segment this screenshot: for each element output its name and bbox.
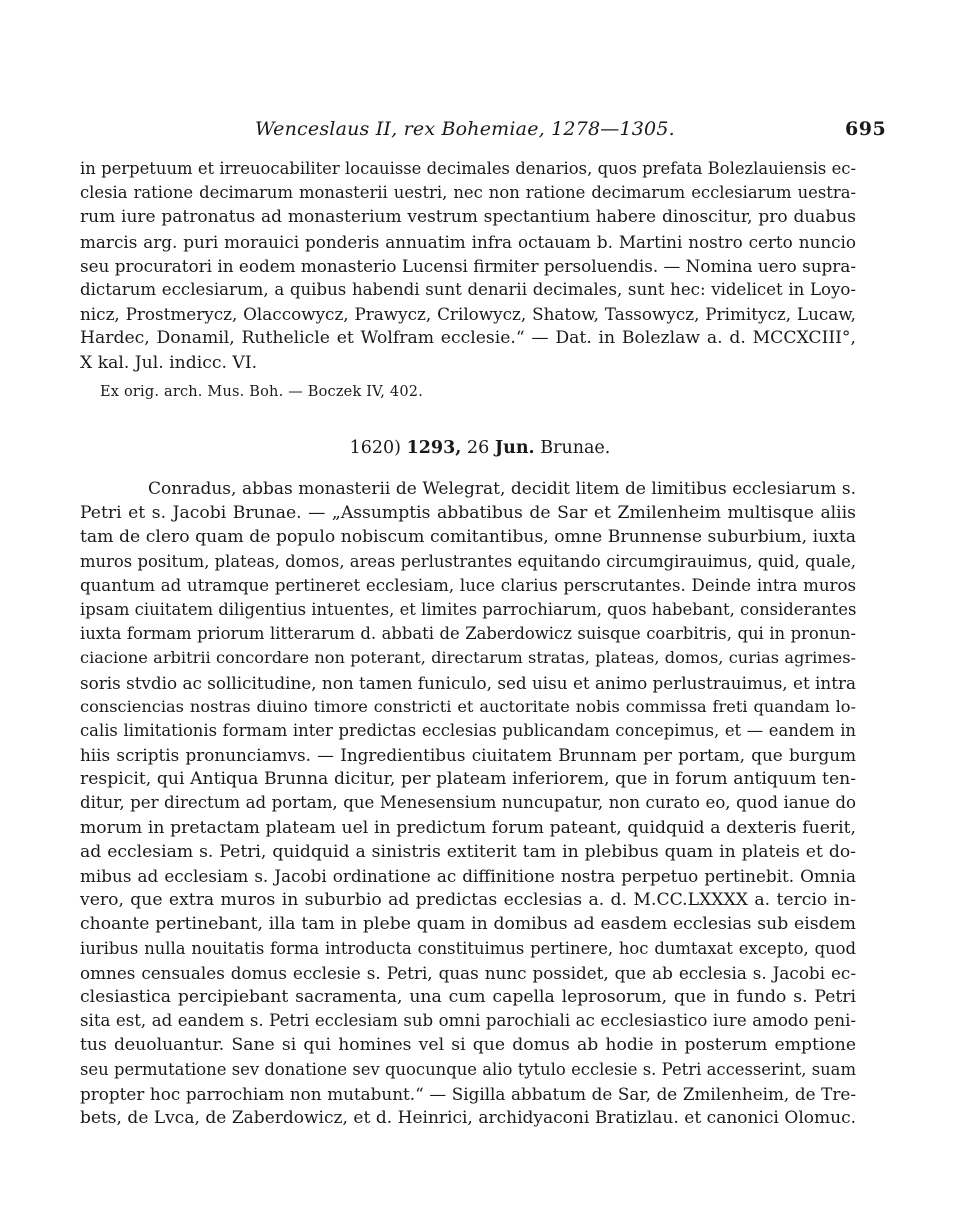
text-line: omnes censuales domus ecclesie s. Petri, quas nunc possidet, que ab ecclesia s. Jacobi ec-: [80, 962, 856, 983]
text-line: respicit, qui Antiqua Brunna dicitur, per plateam inferiorem, que in forum antiquum ten-: [80, 769, 856, 790]
text-line: ad ecclesiam s. Petri, quidquid a sinistris extiterit tam in plebibus quam in plateis et do-: [80, 841, 856, 862]
text-line: consciencias nostras diuino timore constricti et auctoritate nobis commissa freti quandam lo-: [80, 696, 856, 716]
text-line: Hardec, Donamil, Ruthelicle et Wolfram ecclesie.“ — Dat. in Bolezlaw a. d. MCCXCIII°,: [80, 328, 856, 349]
text-line: Conradus, abbas monasterii de Welegrat, decidit litem de limitibus ecclesiarum s.: [148, 479, 856, 499]
text-line: muros positum, plateas, domos, areas perlustrantes equitando circumgirauimus, quid, quale,: [80, 551, 856, 571]
text-line: iuribus nulla nouitatis forma introducta constituimus pertinere, hoc dumtaxat excepto, quod: [80, 938, 856, 958]
document-day: 26: [466, 438, 490, 458]
text-line: rum iure patronatus ad monasterium vestrum spectantium habere dinoscitur, pro duabus: [80, 207, 856, 228]
source-citation: Ex orig. arch. Mus. Boh. — Boczek IV, 402.: [100, 384, 424, 400]
text-line: hiis scriptis pronunciamvs. — Ingredientibus ciuitatem Brunnam per portam, que burgum: [80, 745, 856, 766]
text-line: choante pertinebant, illa tam in plebe quam in domibus ad easdem ecclesias sub eisdem: [80, 914, 856, 935]
text-line: clesia ratione decimarum monasterii uestri, nec non ratione decimarum ecclesiarum uestra-: [80, 183, 856, 203]
text-line: dictarum ecclesiarum, a quibus habendi sunt denarii decimales, sunt hec: videlicet in Loyo-: [80, 279, 856, 299]
document-body: [80, 477, 856, 1130]
running-title: Wenceslaus II, rex Bohemiae, 1278—1305.: [255, 118, 675, 140]
previous-document-text: [80, 157, 856, 375]
text-line: bets, de Lvca, de Zaberdowicz, et d. Heinrici, archidyaconi Bratizlau. et canonici Olomuc.: [80, 1107, 856, 1128]
text-line: tam de clero quam de populo nobiscum comitantibus, omne Brunnense suburbium, iuxta: [80, 527, 856, 548]
text-line: ipsam ciuitatem diligentius intuentes, et limites parrochiarum, quos habebant, considerantes: [80, 599, 857, 619]
text-line: vero, que extra muros in suburbio ad predictas ecclesias a. d. M.CC.LXXXX a. tercio in-: [80, 890, 856, 911]
page-number: 695: [845, 118, 887, 140]
text-line: morum in pretactam plateam uel in predictum forum pateant, quidquid a dexteris fuerit,: [80, 817, 856, 838]
text-line: ditur, per directum ad portam, que Menesensium nuncupatur, non curato eo, quod ianue do: [80, 793, 856, 813]
text-line: marcis arg. puri morauici ponderis annuatim infra octauam b. Martini nostro certo nuncio: [80, 231, 856, 252]
document-number: 1620): [349, 438, 401, 458]
text-line: nicz, Prostmerycz, Olaccowycz, Prawycz, Crilowycz, Shatow, Tassowycz, Primitycz, Lucaw,: [80, 304, 856, 325]
text-line: seu permutatione sev donatione sev quocunque alio tytulo ecclesie s. Petri accesserint, suam: [80, 1059, 856, 1079]
text-line: Petri et s. Jacobi Brunae. — „Assumptis abbatibus de Sar et Zmilenheim multisque aliis: [80, 503, 856, 524]
text-line: mibus ad ecclesiam s. Jacobi ordinatione ac diffinitione nostra perpetuo pertinebit. Omnia: [80, 866, 856, 886]
text-line: seu procuratori in eodem monasterio Lucensi firmiter persoluendis. — Nomina uero supra-: [80, 255, 856, 276]
text-line: ciacione arbitrii concordare non poterant, directarum stratas, plateas, domos, curias agrimes-: [80, 648, 856, 668]
text-line: iuxta formam priorum litterarum d. abbati de Zaberdowicz suisque coarbitris, qui in pronun-: [80, 624, 856, 644]
text-line: tus deuoluantur. Sane si qui homines vel si que domus ab hodie in posterum emptione: [80, 1035, 856, 1056]
document-year: 1293,: [406, 438, 462, 458]
text-line: X kal. Jul. indicc. VI.: [80, 352, 258, 373]
text-line: calis limitationis formam inter predictas ecclesias publicandam concepimus, et — eandem in: [80, 720, 856, 740]
text-line: in perpetuum et irreuocabiliter locauisse decimales denarios, quos prefata Bolezlauiensis ec-: [80, 159, 856, 178]
text-line: soris stvdio ac sollicitudine, non tamen funiculo, sed uisu et animo perlustrauimus, et intra: [80, 672, 856, 693]
document-place: Brunae.: [540, 438, 611, 458]
text-line: quantum ad utramque pertineret ecclesiam, luce clarius perscrutantes. Deinde intra muros: [80, 575, 856, 595]
text-line: clesiastica percipiebant sacramenta, una cum capella leprosorum, que in fundo s. Petri: [80, 986, 856, 1007]
document-heading: [0, 438, 960, 458]
text-line: sita est, ad eandem s. Petri ecclesiam sub omni parochiali ac ecclesiastico iure amodo peni-: [80, 1011, 856, 1031]
text-line: propter hoc parrochiam non mutabunt.“ — Sigilla abbatum de Sar, de Zmilenheim, de Tre-: [80, 1083, 856, 1104]
document-month: Jun.: [494, 438, 535, 458]
